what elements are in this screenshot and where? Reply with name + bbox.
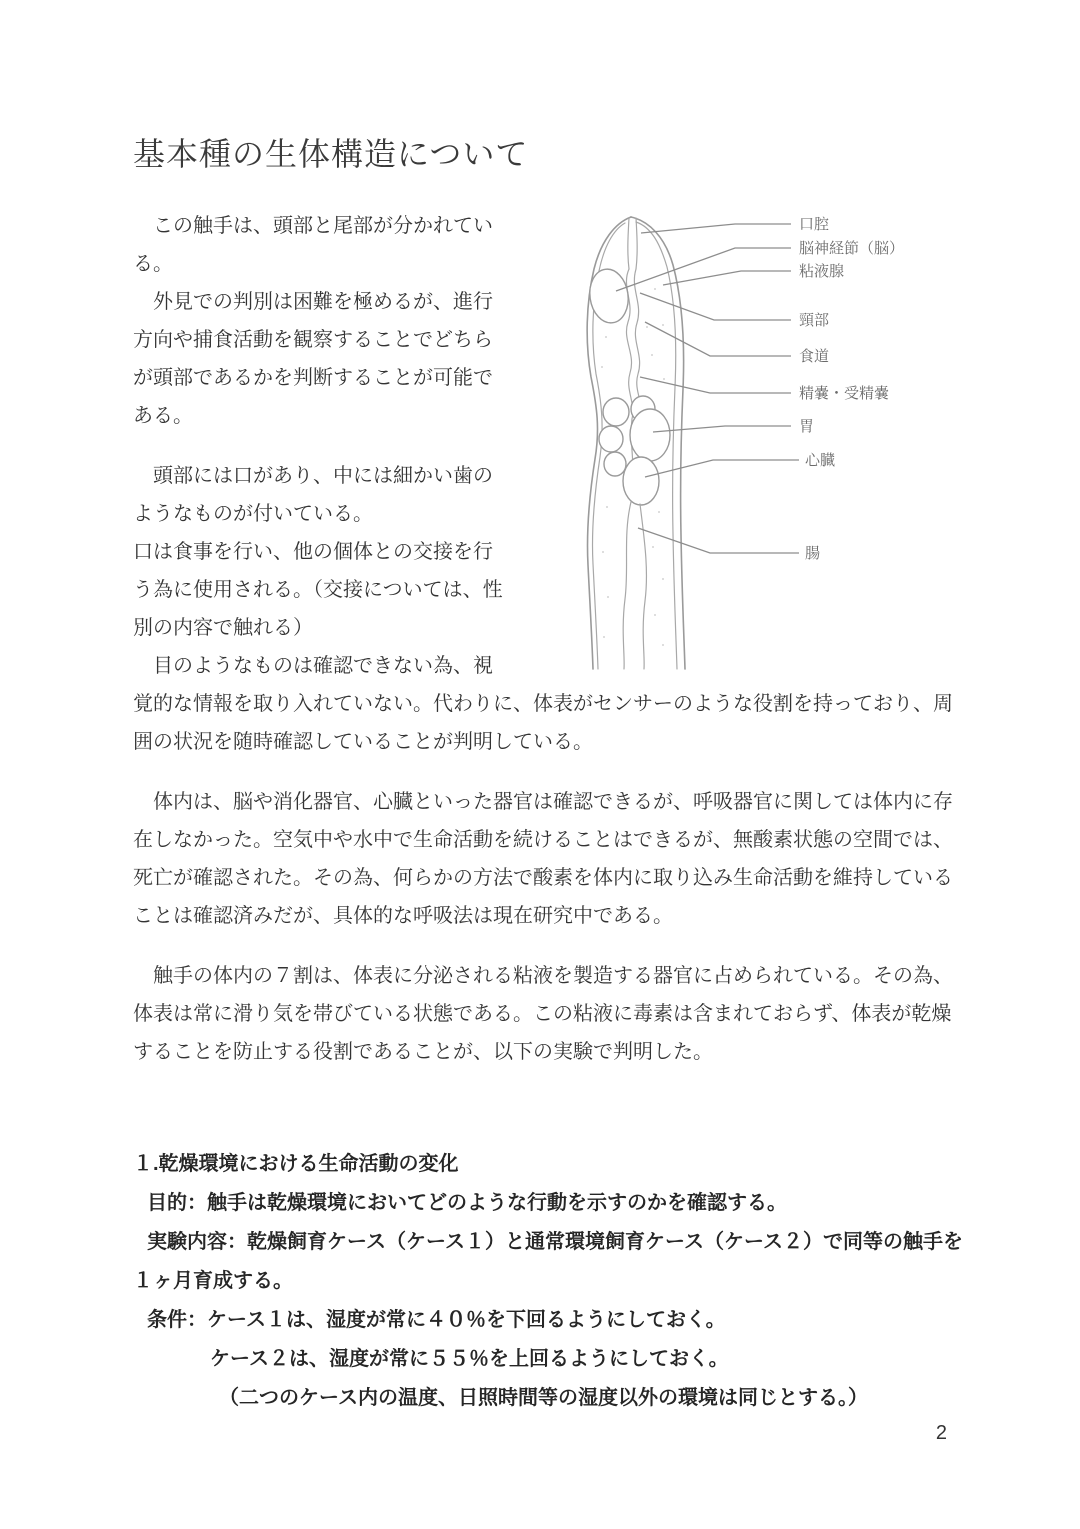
anatomy-diagram bbox=[503, 207, 969, 677]
paragraph-group-mucus bbox=[133, 957, 969, 1071]
diagram-label-oral-cavity: 口腔 bbox=[799, 216, 830, 233]
page-title: 基本種の生体構造について bbox=[133, 136, 529, 172]
diagram-label-seminal-vesicles: 精嚢・受精嚢 bbox=[799, 385, 890, 402]
paragraph-mouth-use: 口は食事を行い、他の個体との交接を行う為に使用される。（交接については、性別の内容で触れる） bbox=[133, 541, 503, 639]
intestine-shape bbox=[623, 502, 646, 669]
paragraph-appearance: 外見での判別は困難を極めるが、進行方向や捕食活動を観察することでどちらが頭部であるかを判断することが可能である。 bbox=[133, 291, 493, 427]
paragraph-head-tail: この触手は、頭部と尾部が分かれている。 bbox=[133, 215, 493, 275]
diagram-label-brain-ganglion: 脳神経節（脳） bbox=[799, 240, 905, 257]
diagram-label-intestine: 腸 bbox=[805, 545, 821, 562]
tentacle-anatomy-illustration bbox=[503, 207, 1013, 677]
paragraph-senses: 目のようなものは確認できない為、視覚的な情報を取り入れていない。代わりに、体表がセンサーのような役割を持っており、周囲の状況を随時確認していることが判明している。 bbox=[133, 655, 953, 753]
stomach-shape bbox=[630, 409, 670, 461]
paragraph-mucus: 触手の体内の７割は、体表に分泌される粘液を製造する器官に占められている。その為、体表は常に滑り気を帯びている状態である。この粘液に毒素は含まれておらず、体表が乾燥することを防止する役割であることが、以下の実験で判明した。 bbox=[133, 965, 953, 1063]
document-body bbox=[133, 207, 969, 1071]
heart-shape bbox=[623, 457, 659, 505]
experiment-heading: １.乾燥環境における生命活動の変化 bbox=[133, 1153, 459, 1175]
paragraph-respiration: 体内は、脳や消化器官、心臓といった器官は確認できるが、呼吸器官に関しては体内に存在しなかった。空気中や水中で生命活動を続けることはできるが、無酸素状態の空間では、死亡が確認された。その為、何らかの方法で酸素を体内に取り込み生命活動を維持していることは確認済みだが、具体的な呼吸法は現在研究中である。 bbox=[133, 791, 953, 927]
mouth-cavity-shape bbox=[628, 218, 637, 269]
diagram-label-neck: 頸部 bbox=[799, 312, 830, 329]
paragraph-group-organs bbox=[133, 783, 969, 935]
experiment-condition-1: 条件：ケース１は、湿度が常に４０％を下回るようにしておく。 bbox=[147, 1309, 726, 1331]
experiment-purpose: 目的：触手は乾燥環境においてどのような行動を示すのかを確認する。 bbox=[147, 1192, 787, 1214]
experiment-method: 実験内容：乾燥飼育ケース（ケース１）と通常環境飼育ケース（ケース２）で同等の触手を１ヶ月育成する。 bbox=[133, 1231, 963, 1292]
paragraph-mouth-teeth: 頭部には口があり、中には細かい歯のようなものが付いている。 bbox=[133, 465, 493, 525]
experiment-condition-2: ケース２は、湿度が常に５５％を上回るようにしておく。 bbox=[210, 1348, 729, 1370]
page-number: 2 bbox=[935, 1422, 947, 1444]
diagram-label-heart: 心臓 bbox=[805, 452, 836, 469]
diagram-label-mucus-gland: 粘液腺 bbox=[799, 263, 845, 280]
experiment-condition-note: （二つのケース内の温度、日照時間等の湿度以外の環境は同じとする。） bbox=[219, 1387, 868, 1409]
diagram-label-esophagus: 食道 bbox=[799, 348, 830, 365]
diagram-label-stomach: 胃 bbox=[799, 418, 815, 435]
experiment-section bbox=[133, 1145, 969, 1418]
